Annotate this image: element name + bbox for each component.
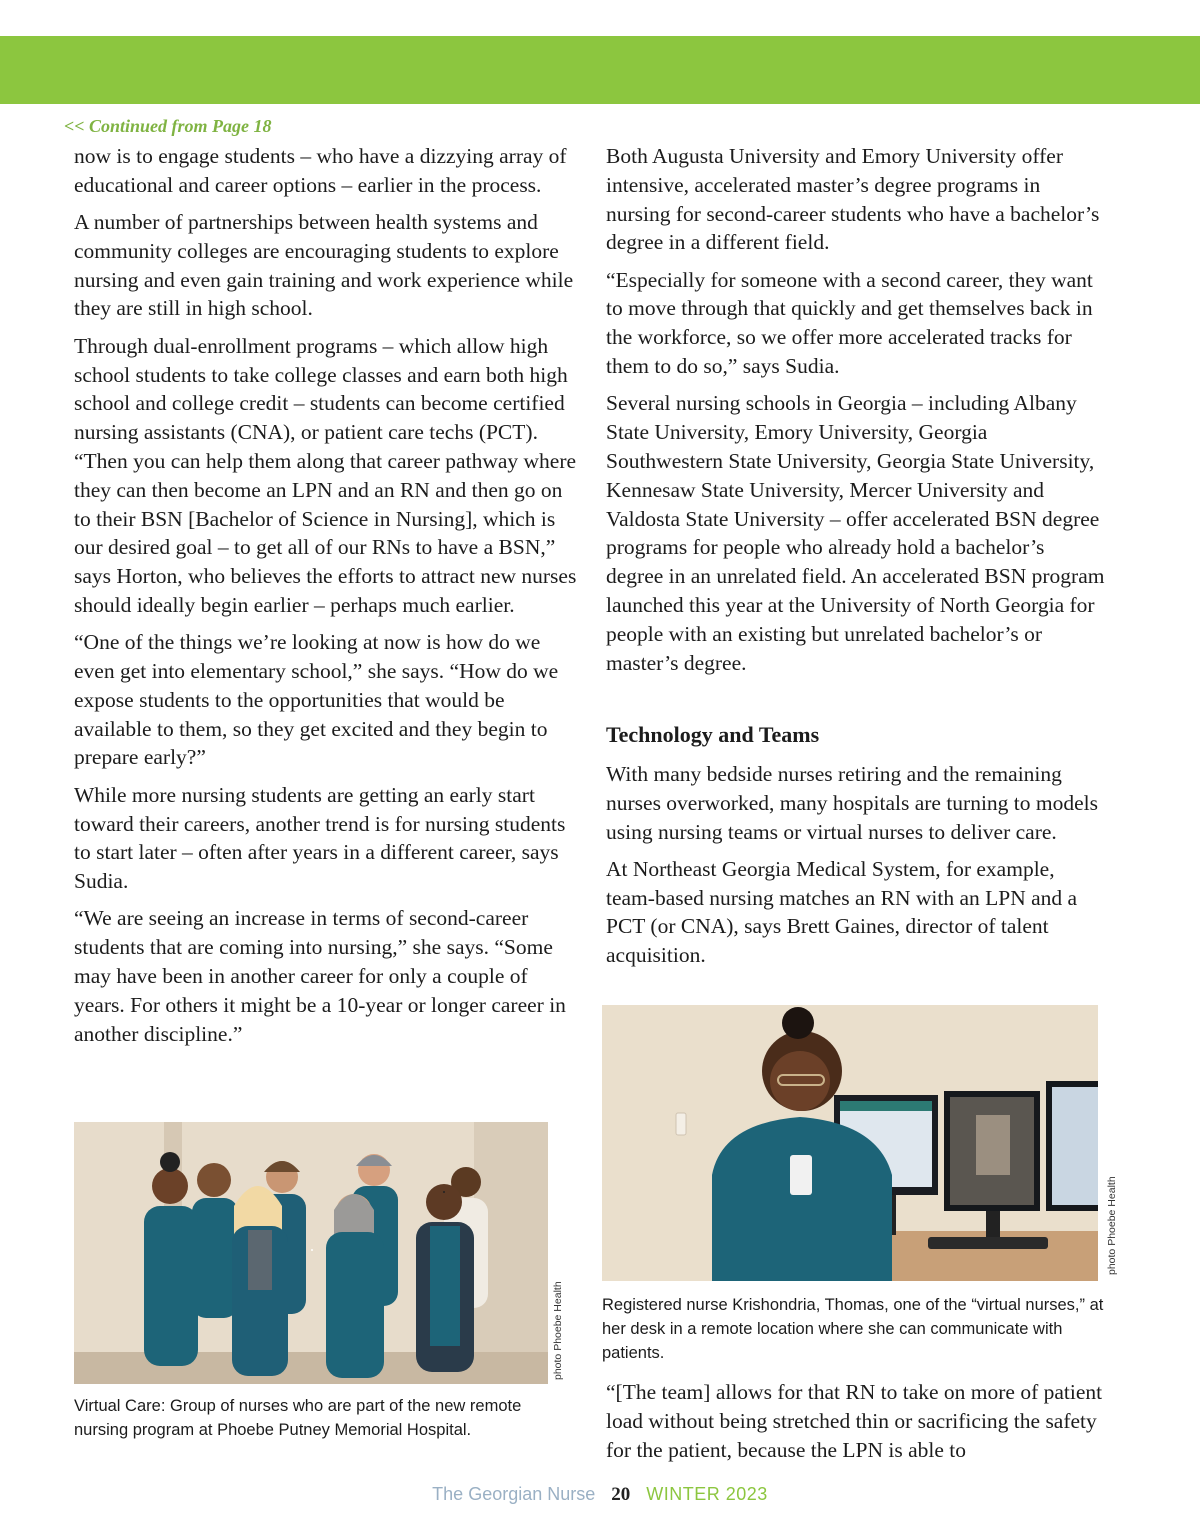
photo-caption: Registered nurse Krishondria, Thomas, one of the “virtual nurses,” at her desk in a remote location where she can communicate with patients.	[602, 1296, 1104, 1362]
issue-label: WINTER 2023	[646, 1484, 768, 1504]
photo-credit: photo Phoebe Health	[1106, 1176, 1118, 1275]
body-paragraph: “We are seeing an increase in terms of second-career students that are coming into nursing,” she says. “Some may have been in another career for only a couple of years. For others it might be a 10-year or longer career in another discipline.”	[74, 906, 566, 1046]
photo-caption: Virtual Care: Group of nurses who are part of the new remote nursing program at Phoebe Putney Memorial Hospital.	[74, 1397, 522, 1439]
photo-credit: photo Phoebe Health	[552, 1281, 564, 1380]
body-paragraph: “[The team] allows for that RN to take on more of patient load without being stretched thin or sacrificing the safety for the patient, because the LPN is able to	[606, 1380, 1103, 1462]
left-article-column	[74, 142, 579, 1057]
body-paragraph: Several nursing schools in Georgia – including Albany State University, Emory University, Georgia Southwestern State University, Georgia State University, Kennesaw State University, Mercer University and Valdosta State University – offer accelerated BSN degree programs for people who already hold a bachelor’s degree in an unrelated field. An accelerated BSN program launched this year at the University of North Georgia for people with an existing but unrelated bachelor’s or master’s degree.	[606, 391, 1105, 675]
publication-name: The Georgian Nurse	[432, 1484, 596, 1504]
continued-from-note[interactable]: << Continued from Page 18	[64, 116, 272, 136]
page-footer	[0, 1484, 1200, 1506]
body-paragraph: While more nursing students are getting an early start toward their careers, another trend is for nursing students to start later – often after years in a different career, says Sudia.	[74, 782, 566, 894]
body-paragraph: now is to engage students – who have a dizzying array of educational and career options – earlier in the process.	[74, 144, 567, 197]
body-paragraph: At Northeast Georgia Medical System, for example, team-based nursing matches an RN with an LPN and a PCT (or CNA), says Brett Gaines, director of talent acquisition.	[606, 856, 1078, 968]
body-paragraph: “Especially for someone with a second career, they want to move through that quickly and get themselves back in the workforce, so we offer more accelerated tracks for them to do so,” says Sudia.	[606, 267, 1093, 379]
body-paragraph: Both Augusta University and Emory University offer intensive, accelerated master’s degree programs in nursing for second-career students who have a bachelor’s degree in a different field.	[606, 144, 1100, 255]
body-paragraph: With many bedside nurses retiring and the remaining nurses overworked, many hospitals are turning to models using nursing teams or virtual nurses to deliver care.	[606, 762, 1099, 844]
virtual-nurse-illustration	[602, 1005, 1098, 1281]
header-color-band	[0, 36, 1200, 104]
body-paragraph: Through dual-enrollment programs – which allow high school students to take college classes and earn both high school and college credit – students can become certified nursing assistants (CNA), or patient care techs (PCT). “Then you can help them along that career pathway where they can then become an LPN and an RN and then go on to their BSN [Bachelor of Science in Nursing], which is our desired goal – to get all of our RNs to have a BSN,” says Horton, who believes the efforts to attract new nurses should ideally begin earlier – perhaps much earlier.	[74, 333, 577, 617]
body-paragraph: A number of partnerships between health systems and community colleges are encouraging students to explore nursing and even gain training and work experience while they are still in high school.	[74, 210, 574, 321]
right-closing-text	[606, 1378, 1106, 1473]
body-paragraph: “One of the things we’re looking at now is how do we even get into elementary school,” she says. “How do we expose students to the opportunities that would be available to them, so they get excited and they begin to prepare early?”	[74, 630, 559, 770]
section-heading: Technology and Teams	[606, 722, 820, 747]
right-article-column	[606, 142, 1106, 686]
group-nurses-illustration	[74, 1122, 548, 1384]
right-section-body	[606, 760, 1106, 979]
page-number: 20	[611, 1484, 631, 1505]
virtual-nurse-photo	[602, 1005, 1098, 1281]
group-nurses-photo	[74, 1122, 548, 1384]
